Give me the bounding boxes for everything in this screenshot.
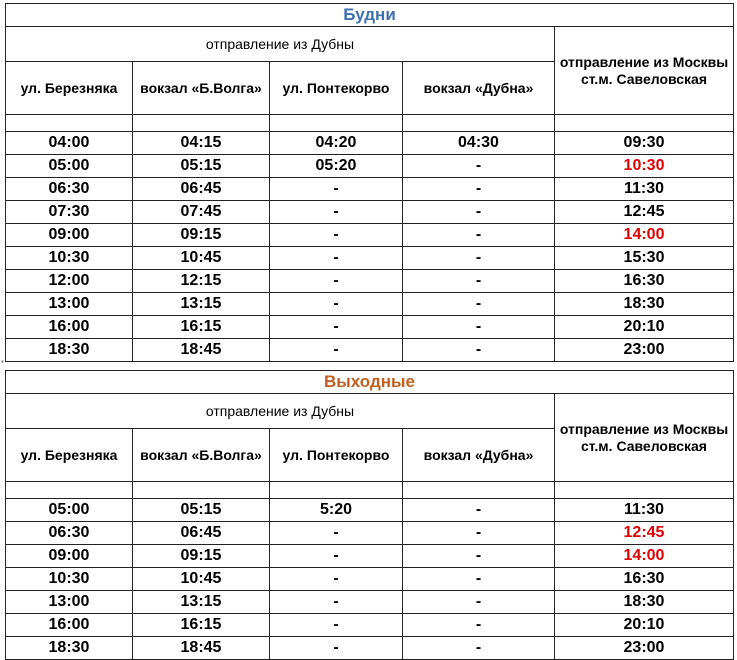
time-cell: - bbox=[403, 591, 555, 614]
time-cell: 12:45 bbox=[555, 201, 734, 224]
time-cell: 16:00 bbox=[6, 316, 133, 339]
stop-header-dubna-station: вокзал «Дубна» bbox=[403, 62, 555, 115]
time-cell: - bbox=[270, 201, 403, 224]
time-cell: 16:30 bbox=[555, 568, 734, 591]
header-spacer-row bbox=[6, 482, 734, 499]
time-cell: - bbox=[270, 637, 403, 660]
time-cell: - bbox=[270, 614, 403, 637]
time-cell: 18:30 bbox=[6, 637, 133, 660]
time-cell: 04:00 bbox=[6, 132, 133, 155]
time-cell: 04:30 bbox=[403, 132, 555, 155]
time-cell: - bbox=[403, 545, 555, 568]
table-row bbox=[6, 614, 734, 637]
table-row bbox=[6, 316, 734, 339]
time-cell: 13:00 bbox=[6, 293, 133, 316]
stop-header-pontekorvo: ул. Понтекорво bbox=[270, 62, 403, 115]
table-row bbox=[6, 201, 734, 224]
table-row bbox=[6, 155, 734, 178]
time-cell: - bbox=[403, 178, 555, 201]
from-moscow-header: отправление из Москвы ст.м. Савеловская bbox=[555, 27, 734, 115]
table-row bbox=[6, 293, 734, 316]
time-cell: - bbox=[270, 522, 403, 545]
table-row bbox=[6, 132, 734, 155]
time-cell: 09:30 bbox=[555, 132, 734, 155]
time-cell: - bbox=[403, 637, 555, 660]
time-cell: 14:00 bbox=[555, 545, 734, 568]
time-cell: - bbox=[270, 224, 403, 247]
table-row bbox=[6, 545, 734, 568]
time-cell: 07:45 bbox=[133, 201, 270, 224]
time-cell: 05:15 bbox=[133, 499, 270, 522]
time-cell: 20:10 bbox=[555, 316, 734, 339]
time-cell: 12:15 bbox=[133, 270, 270, 293]
time-cell: - bbox=[403, 499, 555, 522]
time-cell: - bbox=[403, 224, 555, 247]
time-cell: - bbox=[403, 270, 555, 293]
stop-header-bereznyaka: ул. Березняка bbox=[6, 429, 133, 482]
time-cell: 12:45 bbox=[555, 522, 734, 545]
time-cell: 06:45 bbox=[133, 522, 270, 545]
time-cell: 10:45 bbox=[133, 247, 270, 270]
time-cell: 18:30 bbox=[555, 293, 734, 316]
time-cell: - bbox=[403, 339, 555, 362]
time-cell: 18:45 bbox=[133, 339, 270, 362]
time-cell: - bbox=[403, 316, 555, 339]
time-cell: 06:30 bbox=[6, 178, 133, 201]
stop-header-b-volga: вокзал «Б.Волга» bbox=[133, 429, 270, 482]
time-cell: - bbox=[403, 522, 555, 545]
time-cell: - bbox=[270, 293, 403, 316]
time-cell: 16:30 bbox=[555, 270, 734, 293]
time-cell: 13:15 bbox=[133, 591, 270, 614]
table-row bbox=[6, 247, 734, 270]
time-cell: 09:15 bbox=[133, 224, 270, 247]
time-cell: 18:30 bbox=[555, 591, 734, 614]
time-cell: 18:30 bbox=[6, 339, 133, 362]
time-cell: - bbox=[270, 591, 403, 614]
table-row bbox=[6, 178, 734, 201]
time-cell: 11:30 bbox=[555, 178, 734, 201]
from-dubna-header: отправление из Дубны bbox=[6, 394, 555, 429]
time-cell: 16:15 bbox=[133, 316, 270, 339]
stop-header-b-volga: вокзал «Б.Волга» bbox=[133, 62, 270, 115]
time-cell: 06:30 bbox=[6, 522, 133, 545]
table-row bbox=[6, 568, 734, 591]
time-cell: - bbox=[403, 568, 555, 591]
time-cell: 16:00 bbox=[6, 614, 133, 637]
time-cell: 07:30 bbox=[6, 201, 133, 224]
time-cell: - bbox=[270, 316, 403, 339]
time-cell: 04:15 bbox=[133, 132, 270, 155]
weekend-rows bbox=[6, 499, 734, 660]
time-cell: - bbox=[403, 293, 555, 316]
time-cell: 09:00 bbox=[6, 545, 133, 568]
time-cell: 10:30 bbox=[6, 568, 133, 591]
time-cell: 10:30 bbox=[6, 247, 133, 270]
time-cell: 23:00 bbox=[555, 637, 734, 660]
stop-header-pontekorvo: ул. Понтекорво bbox=[270, 429, 403, 482]
time-cell: 05:00 bbox=[6, 155, 133, 178]
table-row bbox=[6, 522, 734, 545]
time-cell: - bbox=[270, 270, 403, 293]
time-cell: 13:15 bbox=[133, 293, 270, 316]
time-cell: 18:45 bbox=[133, 637, 270, 660]
time-cell: 05:20 bbox=[270, 155, 403, 178]
time-cell: - bbox=[270, 545, 403, 568]
time-cell: 14:00 bbox=[555, 224, 734, 247]
time-cell: 12:00 bbox=[6, 270, 133, 293]
time-cell: - bbox=[403, 201, 555, 224]
time-cell: 16:15 bbox=[133, 614, 270, 637]
stop-header-bereznyaka: ул. Березняка bbox=[6, 62, 133, 115]
time-cell: 11:30 bbox=[555, 499, 734, 522]
weekday-title: Будни bbox=[6, 4, 734, 27]
time-cell: - bbox=[403, 247, 555, 270]
time-cell: 13:00 bbox=[6, 591, 133, 614]
weekday-schedule-table bbox=[5, 3, 734, 362]
time-cell: 04:20 bbox=[270, 132, 403, 155]
time-cell: 05:00 bbox=[6, 499, 133, 522]
table-row bbox=[6, 270, 734, 293]
section-marker-icon: ▪ bbox=[1, 357, 4, 366]
time-cell: - bbox=[270, 568, 403, 591]
time-cell: 10:45 bbox=[133, 568, 270, 591]
from-moscow-header: отправление из Москвы ст.м. Савеловская bbox=[555, 394, 734, 482]
time-cell: 09:00 bbox=[6, 224, 133, 247]
time-cell: 20:10 bbox=[555, 614, 734, 637]
from-dubna-header: отправление из Дубны bbox=[6, 27, 555, 62]
time-cell: 09:15 bbox=[133, 545, 270, 568]
time-cell: - bbox=[270, 339, 403, 362]
time-cell: - bbox=[403, 614, 555, 637]
header-spacer-row bbox=[6, 115, 734, 132]
time-cell: 06:45 bbox=[133, 178, 270, 201]
time-cell: 10:30 bbox=[555, 155, 734, 178]
time-cell: - bbox=[403, 155, 555, 178]
table-row bbox=[6, 224, 734, 247]
table-row bbox=[6, 339, 734, 362]
weekend-schedule-table bbox=[5, 370, 734, 660]
weekday-rows bbox=[6, 132, 734, 362]
stop-header-dubna-station: вокзал «Дубна» bbox=[403, 429, 555, 482]
time-cell: - bbox=[270, 178, 403, 201]
time-cell: 15:30 bbox=[555, 247, 734, 270]
time-cell: - bbox=[270, 247, 403, 270]
time-cell: 23:00 bbox=[555, 339, 734, 362]
table-row bbox=[6, 591, 734, 614]
time-cell: 05:15 bbox=[133, 155, 270, 178]
time-cell: 5:20 bbox=[270, 499, 403, 522]
table-row bbox=[6, 637, 734, 660]
table-row bbox=[6, 499, 734, 522]
weekend-title: Выходные bbox=[6, 371, 734, 394]
